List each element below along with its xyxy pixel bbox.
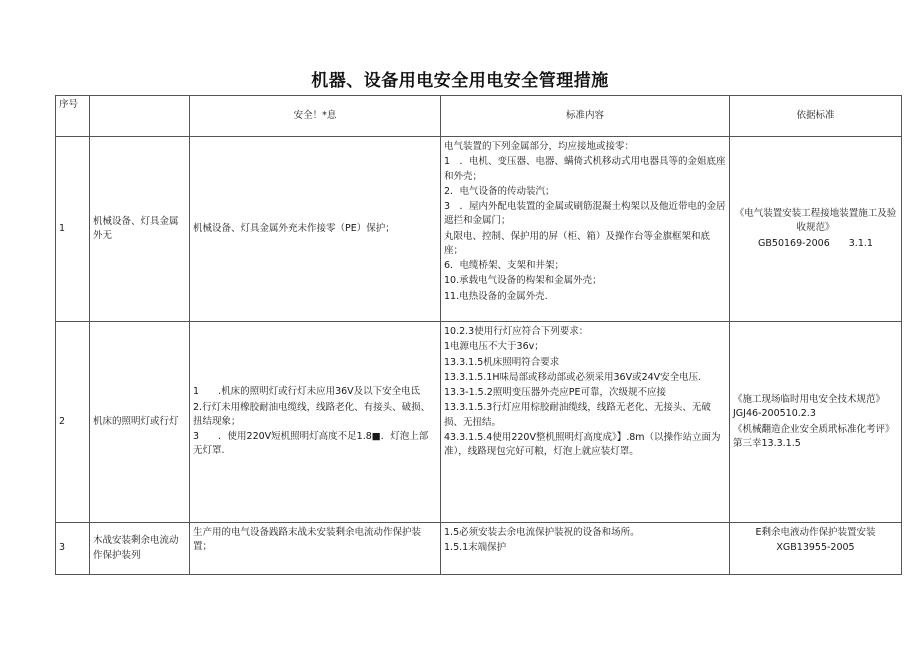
row-basis [730, 322, 902, 523]
standard-line: 13.3-1.5.2照明变压器外壳应PE可靠，次级规不应接 [444, 387, 666, 398]
basis-line: 《施工现场临时用电安全技术规范》JGJ46-200510.2.3 [733, 394, 886, 420]
row-standard [441, 322, 730, 523]
standard-line: 11.电热设备的金属外壳. [444, 290, 548, 302]
row-hazard [190, 137, 441, 322]
row-basis [730, 523, 902, 575]
row-seq: 2 [56, 322, 90, 523]
row-item: 机械设备、灯具金属外无 [90, 137, 190, 322]
row-item: 木战安装剩余电流动作保护装列 [90, 523, 190, 575]
standard-line: 13.3.1.5.1H味局部或移动部或必须采用36V或24V安全电压. [444, 371, 702, 383]
hazard-line: 3 ．使用220V短机照明灯高度不足1.8■．灯泡上部无灯罩. [193, 431, 429, 457]
basis-line: 《电气装置安装工程接地装置施工及验收规范》 [734, 208, 897, 234]
page-title: 机器、设备用电安全用电安全管理措施 [311, 71, 609, 91]
table-row [56, 137, 902, 322]
basis-line: XGB13955-2005 [776, 542, 855, 554]
hazard-line: 生产用的电气设备践路末战未安装剩余电流动作保护装置； [193, 527, 422, 553]
standard-line: 43.3.1.5.4使用220V整机照明灯高度成》】.8m（以操作站立面为准），线路现包完好可粮，灯泡上就应装灯罩。 [444, 431, 721, 457]
standard-line: 13.3.1.5机床照明符合要求 [444, 356, 560, 368]
table-row [56, 322, 902, 523]
hazard-line: 2.行灯未用橡胶耐油电缆线，线路老化、有接头、破损、扭结现象； [193, 401, 431, 427]
standard-line: 电气装置的下列金属部分，均应接地或接零： [444, 141, 635, 152]
standard-line: 6．电缆桥架、支架和井架； [444, 260, 565, 271]
standard-line: 丸限电、控制、保护用的屏（柜、箱）及操作台等金旗框架和底座； [444, 230, 711, 256]
row-standard [441, 137, 730, 322]
standard-line: 1.5.1末端保护 [444, 542, 507, 554]
row-seq: 1 [56, 137, 90, 322]
standard-line: 1 ．电机、变压器、电器、螨倚式机移动式用电器具等的金姐底座和外壳； [444, 156, 726, 182]
row-seq: 3 [56, 523, 90, 575]
header-basis: 依据标准 [730, 96, 902, 137]
header-standard: 标准内容 [441, 96, 730, 137]
header-item [90, 96, 190, 137]
row-basis [730, 137, 902, 322]
row-hazard [190, 322, 441, 523]
hazard-line: 1 .机床的照明灯或行灯未应用36V及以下安全电氐 [193, 386, 421, 398]
safety-table [55, 95, 902, 575]
basis-line: GB50169-2006 3.1.1 [758, 237, 873, 249]
row-item: 机床的照明灯或行灯 [90, 322, 190, 523]
hazard-line: 机械设备、灯具金属外充未作接零（PE）保护； [193, 222, 395, 234]
standard-line: 2．电气设备的传动装汽； [444, 185, 555, 197]
basis-line: 《机械翻造企业安全质玳标准化考评》第三幸13.3.1.5 [733, 423, 895, 449]
header-hazard: 安全！*息 [190, 96, 441, 137]
row-hazard [190, 523, 441, 575]
table-row [56, 523, 902, 575]
basis-line: E剩余电液动作保护装置安装 [755, 527, 876, 538]
standard-line: 10.2.3使用行灯应符合下列要求： [444, 326, 589, 337]
table-header-row [56, 96, 902, 137]
standard-line: 13.3.1.5.3行灯应用棕胶耐油缆线，线路无老化、无接头、无破损、无扭结。 [444, 402, 711, 428]
standard-line: 3 ．屋内外配电装置的金属或刷筋混凝土构架以及他近带电的金居遮拦和金属门； [444, 201, 726, 227]
standard-line: 1电源电压不大于36v； [444, 341, 544, 353]
standard-line: 1.5必须安装去余电流保护装祝的设备和场所。 [444, 527, 640, 538]
row-standard [441, 523, 730, 575]
standard-line: 10.承载电气设备的构架和金属外壳； [444, 275, 602, 287]
header-seq: 序号 [56, 96, 90, 137]
